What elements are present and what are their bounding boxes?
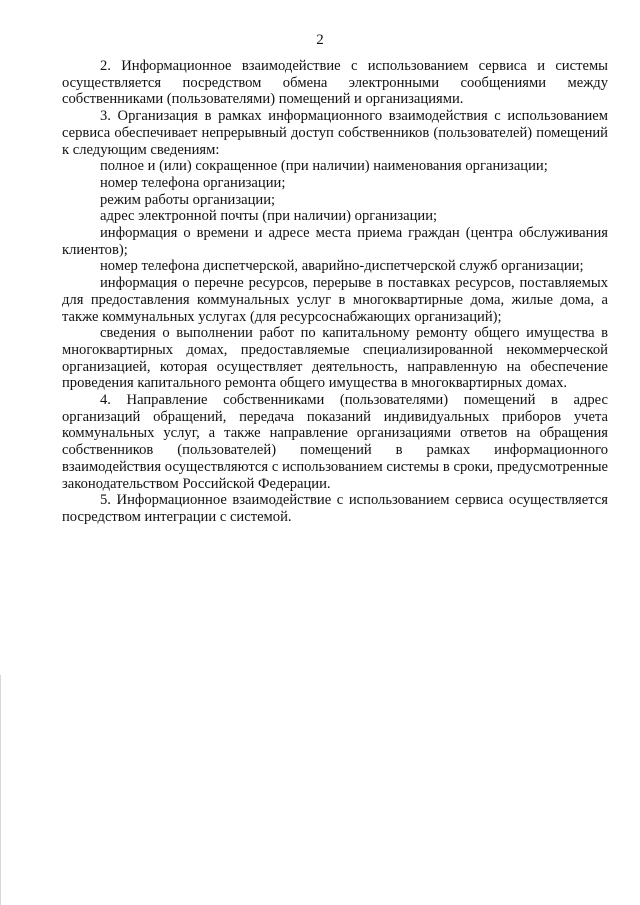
paragraph-2: 2. Информационное взаимодействие с использованием сервиса и системы осуществляется посредством обмена электронными сообщениями между собственниками (пользователями) помещений и организациями. (62, 58, 608, 108)
document-body (62, 58, 608, 526)
paragraph-3: 3. Организация в рамках информационного взаимодействия с использованием сервиса обеспечивает непрерывный доступ собственников (пользователей) помещений к следующим сведениям: (62, 108, 608, 158)
paragraph-4: 4. Направление собственниками (пользователями) помещений в адрес организаций обращений, передача показаний индивидуальных приборов учета коммунальных услуг, а также направление организациями ответов на обращения собственников (пользователей) помещений в рамках информационного взаимодействия осуществляются с использованием системы в сроки, предусмотренные законодательством Российской Федерации. (62, 392, 608, 492)
list-item-work-hours: режим работы организации; (100, 191, 276, 208)
list-item-reception: информация о времени и адресе места приема граждан (центра обслуживания клиентов); (62, 225, 608, 258)
list-item-name: полное и (или) сокращенное (при наличии) наименования организации; (100, 158, 548, 175)
list-item-dispatch-phone: номер телефона диспетчерской, аварийно-диспетчерской служб организации; (100, 258, 584, 275)
page-number: 2 (316, 32, 324, 48)
scan-edge-line (0, 675, 1, 905)
list-item-capital-repair: сведения о выполнении работ по капитальному ремонту общего имущества в многоквартирных домах, предоставляемые специализированной некоммерческой организацией, которая осуществляет деятельность, направленную на обеспечение проведения капитального ремонта общего имущества в многоквартирных домах. (62, 325, 608, 392)
paragraph-5: 5. Информационное взаимодействие с использованием сервиса осуществляется посредством интеграции с системой. (62, 492, 608, 525)
list-item-phone: номер телефона организации; (100, 174, 286, 191)
list-item-resources: информация о перечне ресурсов, перерыве в поставках ресурсов, поставляемых для предоставления коммунальных услуг в многоквартирные дома, жилые дома, а также коммунальных услугах (для ресурсоснабжающих организаций); (62, 275, 608, 325)
list-item-email: адрес электронной почты (при наличии) организации; (100, 208, 438, 225)
